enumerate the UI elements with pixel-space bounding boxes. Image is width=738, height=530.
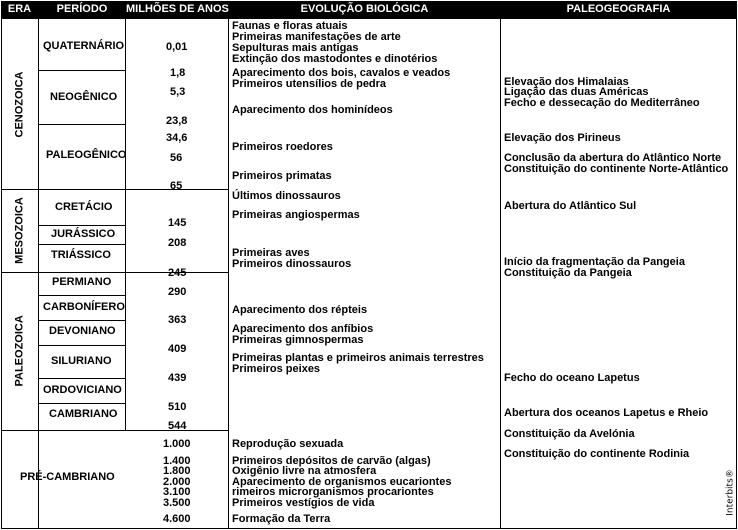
evolution-item: Primeiros utensílios de pedra — [232, 78, 387, 90]
evolution-item: Primeiros roedores — [232, 141, 333, 153]
period-cambriano: CAMBRIANO — [49, 408, 118, 420]
paleo-item: Constituição do continente Norte-Atlântico — [504, 163, 729, 175]
header-paleogeografia: PALEOGEOGRAFIA — [566, 3, 671, 15]
evolution-item: Primeiros peixes — [232, 363, 321, 375]
header-milhoes: MILHÕES DE ANOS — [126, 3, 229, 15]
age-value: 208 — [168, 237, 187, 249]
age-value: 1.400 — [163, 455, 191, 467]
paleo-item: Elevação dos Himalaias — [504, 76, 629, 88]
evolution-item: Primeiras aves — [232, 247, 310, 259]
period-paleogenico: PALEOGÊNICO — [46, 149, 127, 161]
paleo-item: Fecho e dessecação do Mediterrâneo — [504, 97, 700, 109]
evolution-item: Sepulturas mais antigas — [232, 42, 359, 54]
age-value: 0,01 — [166, 41, 188, 53]
evolution-item: Primeiros depósitos de carvão (algas) — [232, 455, 431, 467]
evolution-item: Aparecimento de organismos eucariontes — [232, 476, 452, 488]
evolution-item: Primeiras plantas e primeiros animais terrestres — [232, 352, 484, 364]
age-value: 439 — [168, 372, 187, 384]
paleo-item: Constituição da Pangeia — [504, 267, 632, 279]
evolution-item: Primeiros primatas — [232, 170, 332, 182]
evolution-item: Aparecimento dos anfíbios — [232, 323, 374, 335]
age-value: 145 — [168, 217, 187, 229]
age-value: 5,3 — [170, 86, 186, 98]
evolution-item: Aparecimento dos hominídeos — [232, 104, 393, 116]
evolution-item: Primeiras manifestações de arte — [232, 31, 401, 43]
evolution-item: Reprodução sexuada — [232, 438, 344, 450]
era-paleozoica: PALEOZOICA — [13, 315, 26, 387]
credit-watermark: Interbits® — [725, 469, 736, 516]
period-jurassico: JURÁSSICO — [51, 228, 116, 240]
paleo-item: Conclusão da abertura do Atlântico Norte — [504, 152, 722, 164]
paleo-item: Início da fragmentação da Pangeia — [504, 256, 685, 268]
era-precambriano: PRÉ-CAMBRIANO — [20, 471, 115, 483]
evolution-item: Faunas e floras atuais — [232, 20, 348, 32]
paleo-item: Fecho do oceano Lapetus — [504, 372, 640, 384]
age-value: 34,6 — [166, 132, 188, 144]
evolution-item: Aparecimento dos bois, cavalos e veados — [232, 67, 451, 79]
age-value: 3.100 — [163, 486, 191, 498]
age-value: 23,8 — [166, 115, 188, 127]
header-periodo: PERÍODO — [56, 3, 108, 15]
period-devoniano: DEVONIANO — [49, 325, 116, 337]
age-value: 1.800 — [163, 465, 191, 477]
evolution-item: Aparecimento dos répteis — [232, 304, 368, 316]
period-ordoviciano: ORDOVICIANO — [43, 384, 122, 396]
evolution-item: Primeiros vestígios de vida — [232, 497, 375, 509]
evolution-item: Últimos dinossauros — [232, 190, 341, 202]
period-permiano: PERMIANO — [52, 276, 112, 288]
era-cenozoica: CENOZOICA — [13, 71, 26, 138]
age-value: 409 — [168, 343, 187, 355]
age-value: 290 — [168, 286, 187, 298]
paleo-item: Elevação dos Pirineus — [504, 132, 621, 144]
header-evolucao: EVOLUÇÃO BIOLÓGICA — [300, 3, 429, 15]
period-quaternario: QUATERNÁRIO — [43, 40, 125, 52]
evolution-item: Primeiras angiospermas — [232, 209, 360, 221]
paleo-item: Abertura do Atlântico Sul — [504, 200, 637, 212]
era-mesozoica: MESOZOICA — [13, 197, 26, 264]
evolution-item: Primeiros dinossauros — [232, 258, 352, 270]
header-era: ERA — [7, 3, 32, 15]
age-value: 56 — [170, 152, 183, 164]
age-value: 1,8 — [170, 67, 186, 79]
period-siluriano: SILURIANO — [51, 355, 112, 367]
paleo-item: Constituição do continente Rodinia — [504, 448, 690, 460]
age-value: 3.500 — [163, 497, 191, 509]
age-value: 2.000 — [163, 476, 191, 488]
evolution-item: Formação da Terra — [232, 513, 331, 525]
evolution-item: Primeiras gimnospermas — [232, 334, 364, 346]
period-neogenico: NEOGÊNICO — [50, 91, 118, 103]
period-triassico: TRIÁSSICO — [51, 249, 111, 261]
age-value: 363 — [168, 314, 187, 326]
paleo-item: Abertura dos oceanos Lapetus e Rheio — [504, 407, 709, 419]
paleo-item: Ligação das duas Américas — [504, 86, 649, 98]
age-value: 245 — [168, 267, 187, 279]
age-value: 65 — [170, 180, 183, 192]
period-cretacio: CRETÁCIO — [55, 201, 113, 213]
age-value: 4.600 — [163, 513, 191, 525]
evolution-item: Oxigênio livre na atmosfera — [232, 465, 377, 477]
period-carbonifero: CARBONÍFERO — [43, 301, 125, 313]
evolution-item: rimeiros microrganismos procariontes — [232, 486, 434, 498]
evolution-item: Extinção dos mastodontes e dinotérios — [232, 53, 438, 65]
age-value: 1.000 — [163, 438, 191, 450]
age-value: 510 — [168, 401, 187, 413]
age-value: 544 — [168, 420, 187, 432]
paleo-item: Constituição da Avelónia — [504, 428, 635, 440]
